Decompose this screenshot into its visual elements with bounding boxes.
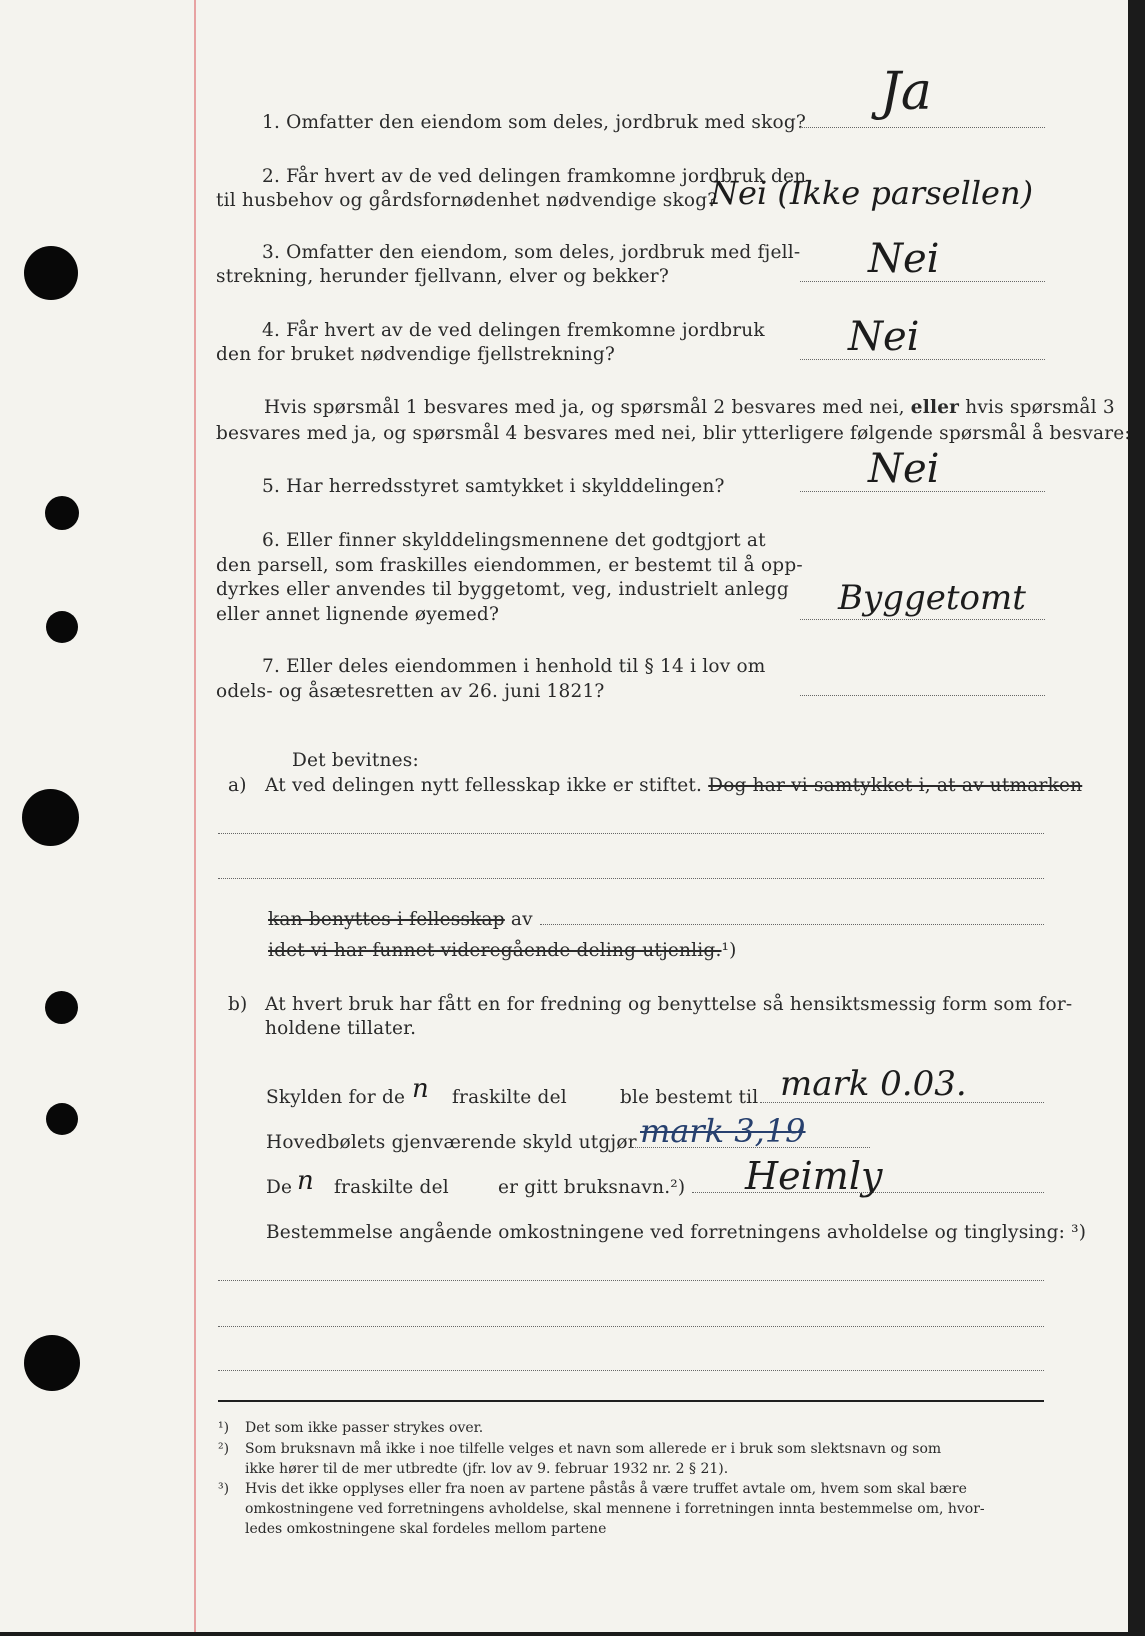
question-4-line-2: den for bruket nødvendige fjellstrekning? (216, 344, 616, 365)
condition-text-a: Hvis spørsmål 1 besvares med ja, og spørsmål 2 besvares med nei, (264, 397, 905, 418)
bruks-hand-n: n (297, 1166, 314, 1196)
footnote-3-line-2: omkostningene ved forretningens avholdelse, skal mennene i forretningen innta bestemmelse om, hvor- (245, 1501, 985, 1517)
binder-hole (45, 991, 78, 1024)
certification-heading: Det bevitnes: (292, 750, 419, 771)
question-6-line-2: den parsell, som fraskilles eiendommen, er bestemt til å opp- (216, 555, 803, 576)
footnote-rule (218, 1400, 1044, 1402)
skyld-label-c: ble bestemt til (620, 1087, 759, 1108)
footnote-2-line-1: Som bruksnavn må ikke i noe tilfelle velges et navn som allerede er i bruk som slektsnavn og som (245, 1441, 942, 1457)
blank-line (218, 1280, 1044, 1281)
question-7-line-1: 7. Eller deles eiendommen i henhold til § 14 i lov om (262, 656, 766, 677)
question-6-line-1: 6. Eller finner skylddelingsmennene det godtgjort at (262, 530, 766, 551)
answer-4: Nei (848, 314, 920, 360)
footnote-1: Det som ikke passer strykes over. (245, 1420, 484, 1436)
footnote-2-mark: ²) (218, 1441, 230, 1457)
answer-2: Nei (Ikke parsellen) (710, 174, 1034, 212)
certification-a-label: a) (228, 775, 247, 796)
condition-line-2: besvares med ja, og spørsmål 4 besvares med nei, blir ytterligere følgende spørsmål å besvare: (216, 423, 1131, 444)
condition-line-1 (264, 397, 1115, 418)
certification-b-line-1: At hvert bruk har fått en for fredning og benyttelse så hensiktsmessig form som for- (265, 994, 1073, 1015)
blank-line (218, 1326, 1044, 1327)
question-3-line-2: strekning, herunder fjellvann, elver og bekker? (216, 266, 669, 287)
question-2-line-1: 2. Får hvert av de ved delingen framkomne jordbruk den (262, 166, 807, 187)
hoved-value: mark 3,19 (640, 1112, 806, 1150)
footnote-3-mark: ³) (218, 1481, 230, 1497)
binder-hole (24, 1335, 80, 1391)
question-2-line-2: til husbehov og gårdsfornødenhet nødvendige skog? (216, 190, 718, 211)
answer-line-4 (800, 359, 1045, 360)
certification-a-line (265, 775, 1082, 796)
skyld-value: mark 0.03. (780, 1064, 967, 1104)
struck-fellesskap: kan benyttes i fellesskap (268, 909, 505, 930)
answer-3: Nei (868, 236, 940, 282)
answer-1: Ja (880, 62, 932, 122)
answer-6: Byggetomt (838, 578, 1026, 618)
question-6-line-4: eller annet lignende øyemed? (216, 604, 500, 625)
question-7-line-2: odels- og åsætesretten av 26. juni 1821? (216, 681, 605, 702)
blank-line (218, 878, 1044, 879)
binder-hole (24, 246, 78, 300)
omkost-label: Bestemmelse angående omkostningene ved forretningens avholdelse og tinglysing: ³) (266, 1222, 1087, 1243)
binder-hole (46, 1103, 78, 1135)
bruks-label-a: De (266, 1177, 293, 1198)
certification-a-text: At ved delingen nytt fellesskap ikke er stiftet. (265, 775, 703, 796)
footnote-3-line-1: Hvis det ikke opplyses eller fra noen av partene påstås å være truffet avtale om, hvem som skal bære (245, 1481, 967, 1497)
question-4-line-1: 4. Får hvert av de ved delingen fremkomne jordbruk (262, 320, 765, 341)
question-3-line-1: 3. Omfatter den eiendom, som deles, jordbruk med fjell- (262, 242, 801, 263)
answer-line-6 (800, 619, 1045, 620)
condition-bold-eller: eller (910, 397, 960, 418)
certification-line-4 (268, 940, 737, 961)
condition-text-b: hvis spørsmål 3 (965, 397, 1115, 418)
footnote-1-mark: ¹) (218, 1420, 230, 1436)
certification-line-3 (268, 909, 533, 930)
answer-line-1 (800, 127, 1045, 128)
footnote-2-line-2: ikke hører til de mer utbredte (jfr. lov av 9. februar 1932 nr. 2 § 21). (245, 1461, 729, 1477)
bruks-value: Heimly (745, 1154, 883, 1198)
bruks-label-b: fraskilte del (334, 1177, 449, 1198)
bruks-label-c: er gitt bruksnavn.²) (498, 1177, 686, 1198)
hoved-label: Hovedbølets gjenværende skyld utgjør (266, 1132, 637, 1153)
skyld-label-b: fraskilte del (452, 1087, 567, 1108)
skyld-label-a: Skylden for de (266, 1087, 406, 1108)
margin-line (194, 0, 196, 1632)
question-5: 5. Har herredsstyret samtykket i skylddelingen? (262, 476, 725, 497)
binder-hole (22, 789, 79, 846)
line-3-suffix: av (510, 909, 533, 930)
question-6-line-3: dyrkes eller anvendes til byggetomt, veg, industrielt anlegg (216, 579, 789, 600)
footnote-3-line-3: ledes omkostningene skal fordeles mellom partene (245, 1521, 607, 1537)
line-4-suffix: ¹) (721, 940, 737, 961)
binder-hole (45, 496, 79, 530)
skyld-hand-n: n (412, 1074, 429, 1104)
answer-5: Nei (868, 446, 940, 492)
struck-deling: idet vi har funnet videregående deling utjenlig. (268, 940, 722, 961)
certification-b-label: b) (228, 994, 248, 1015)
blank-line (218, 833, 1044, 834)
question-1: 1. Omfatter den eiendom som deles, jordbruk med skog? (262, 112, 807, 133)
blank-line (218, 1370, 1044, 1371)
certification-b-line-2: holdene tillater. (265, 1018, 417, 1039)
binder-hole (46, 611, 78, 643)
certification-a-struck: Dog har vi samtykket i, at av utmarken (708, 775, 1083, 796)
answer-line-7 (800, 695, 1045, 696)
blank-line (540, 924, 1044, 925)
